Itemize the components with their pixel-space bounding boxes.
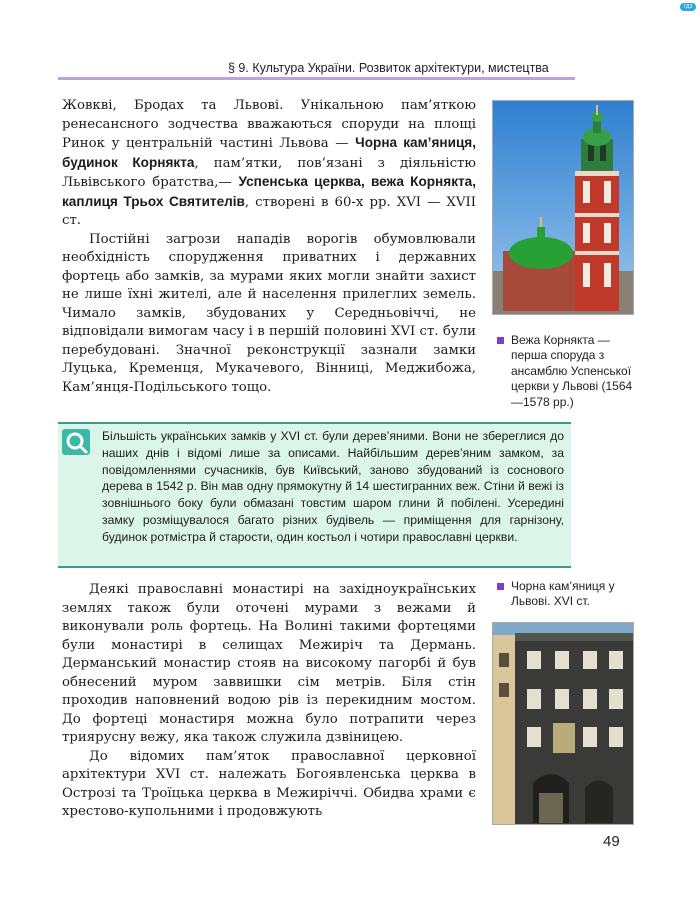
header-rule	[58, 77, 575, 80]
caption-bullet-tower	[497, 337, 504, 344]
paragraph1-bold-1: Чорна кам’яниця, будинок Корнякта	[62, 135, 477, 170]
paragraph3: Деякі православні монастирі на західноукраїнських землях також були оточені мурами з вежами й виконували роль фортець. На Волині такими фортецями були монастирі в селищах Межиріч та Дермань. Дерманський монастир стояв на високому пагорбі й був обнесений муром заввишки сім метрів. Біля стін проходив наповнений водою рів із перекидним мостом. До фортеці монастиря можна було потрапити через триярусну вежу, яка також служила дзвіницею.	[62, 582, 476, 745]
caption-tower: Вежа Корнякта — перша споруда з ансамблю Успенської церкви у Львові (1564—1578 рр.)	[511, 333, 633, 409]
main-text-bottom	[62, 581, 476, 822]
caption-bullet-house	[497, 583, 504, 590]
kornyakt-tower-photo	[492, 100, 634, 315]
page-number: 49	[603, 833, 620, 850]
kornyakt-tower-illustration	[493, 101, 633, 314]
paragraph1-text-3: , створені в 60-х рр. XVI — XVII ст.	[62, 194, 476, 228]
paragraph1-text-1: Жовкві, Бродах та Львові. Унікальною пам’яткою ренесансного зодчества вважаються споруди на площі Ринок у центральній частині Львова —	[62, 98, 476, 151]
corner-logo: ГДЗ	[680, 3, 696, 11]
main-text-top	[62, 97, 476, 397]
paragraph1-text-2: , пам’ятки, пов’язані з діяльністю Львівського братства,—	[62, 155, 476, 190]
magnifier-icon-svg	[62, 429, 90, 455]
info-box-text: Більшість українських замків у XVI ст. були дерев’яними. Вони не збереглися до наших днів і відомі лише за описами. Найбільшим дерев’яним замком, за повідомленнями сучасників, був Київський, заново збудований із соснового дерева в 1542 р. Він мав одну прямокутну й 14 шестигранних веж. Стіни й вежі із зовнішнього боку були обмазані товстим шаром глини й побілені. Усередині замку розміщувалося багато різних будівель — приміщення для гарнізону, будинок ротмістра й старости, один костьол і чотири православні церкви.	[102, 429, 564, 544]
paragraph1-bold-2: Успенська церква, вежа Корнякта, каплиця Трьох Святителів	[62, 174, 477, 209]
black-house-photo	[492, 622, 634, 825]
paragraph2: Постійні загрози нападів ворогів обумовлювали необхідність спорудження приватних і державних фортець або замків, за мурами яких могли знайти захист не лише їхні жителі, але й населення прилеглих земель. Чимало замків, збудованих у Середньовіччі, не відповідали вимогам часу і в першій половині XVI ст. були перебудовані. Значної реконструкції зазнали замки Луцька, Кременця, Мукачевого, Вінниці, Меджибожа, Кам’янця-Подільського тощо.	[62, 231, 476, 395]
paragraph4: До відомих пам’яток православної церковної архітектури XVI ст. належать Богоявленська церква в Острозі та Троїцька церква в Межиріччі. Обидва храми є хрестово-купольними і продовжують	[62, 748, 476, 819]
black-house-illustration	[493, 623, 633, 824]
caption-house: Чорна кам’яниця у Львові. XVI ст.	[511, 579, 615, 609]
running-header: § 9. Культура України. Розвиток архітектури, мистецтва	[228, 61, 549, 75]
magnifier-icon	[62, 429, 90, 455]
